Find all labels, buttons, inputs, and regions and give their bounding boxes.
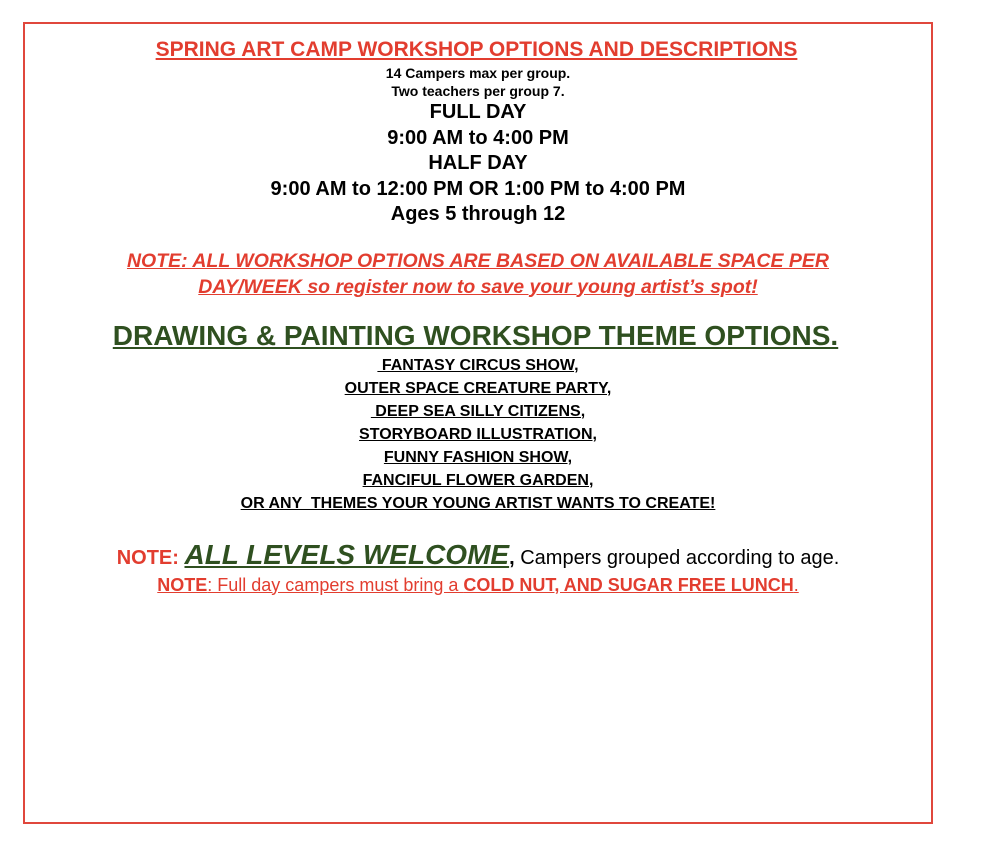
lunch-note (25, 574, 931, 596)
theme-item: FUNNY FASHION SHOW, (383, 448, 573, 466)
levels-note-rest: Campers grouped according to age. (514, 546, 840, 569)
ages-text: Ages 5 through 12 (390, 203, 566, 225)
theme-item: OR ANY THEMES YOUR YOUNG ARTIST WANTS TO CREATE! (240, 494, 716, 512)
lunch-note-end: . (793, 574, 799, 595)
teachers-text: Two teachers per group 7. (391, 83, 565, 99)
lunch-note-middle: : Full day campers must bring a (207, 574, 464, 595)
space-note (25, 248, 931, 300)
theme-item: FANTASY CIRCUS SHOW, (377, 356, 579, 374)
lunch-note-label: NOTE (157, 574, 208, 595)
full-day-label: FULL DAY (429, 101, 527, 123)
space-note-line-2: DAY/WEEK so register now to save your young artist’s spot! (198, 275, 758, 298)
theme-item: FANCIFUL FLOWER GARDEN, (362, 471, 594, 489)
lunch-note-highlight: COLD NUT, AND SUGAR FREE LUNCH (463, 574, 794, 595)
levels-note-comma: , (509, 546, 515, 569)
levels-note-label: NOTE (116, 546, 173, 569)
themes-heading: DRAWING & PAINTING WORKSHOP THEME OPTIONS. (112, 319, 839, 351)
levels-note (25, 539, 931, 574)
half-day-label: HALF DAY (428, 152, 528, 174)
half-day-time: 9:00 AM to 12:00 PM OR 1:00 PM to 4:00 PM (270, 177, 686, 200)
campers-max-text: 14 Campers max per group. (385, 65, 571, 81)
theme-item: OUTER SPACE CREATURE PARTY, (344, 379, 612, 397)
page-title: SPRING ART CAMP WORKSHOP OPTIONS AND DESCRIPTIONS (155, 38, 798, 61)
theme-item: DEEP SEA SILLY CITIZENS, (370, 402, 586, 420)
levels-note-colon: : (172, 546, 185, 569)
theme-item: STORYBOARD ILLUSTRATION, (359, 425, 597, 443)
themes-list (25, 354, 931, 515)
space-note-line-1: NOTE: ALL WORKSHOP OPTIONS ARE BASED ON AVAILABLE SPACE PER (126, 249, 830, 272)
full-day-time: 9:00 AM to 4:00 PM (387, 126, 569, 149)
levels-welcome-text: ALL LEVELS WELCOME (184, 538, 510, 570)
document-content (25, 36, 931, 596)
